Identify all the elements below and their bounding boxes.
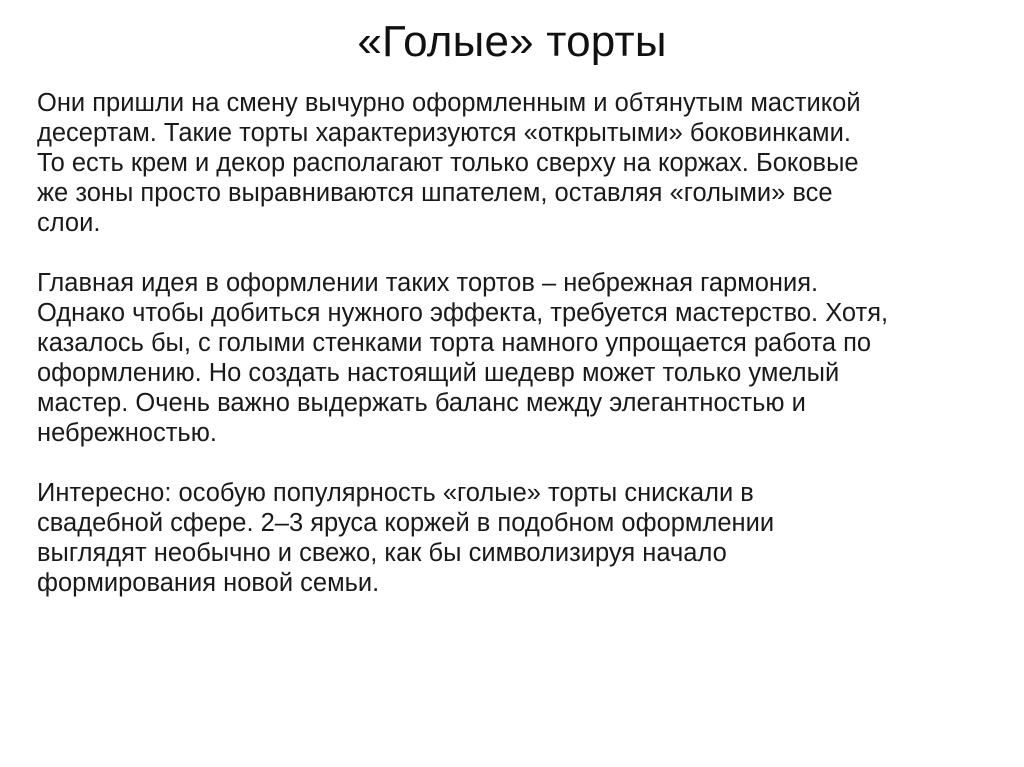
paragraph-line: То есть крем и декор располагают только сверху на коржах. Боковые (37, 149, 859, 177)
paragraph-line: формирования новой семьи. (37, 569, 380, 597)
paragraph-line: слои. (37, 209, 101, 237)
paragraph-3 (37, 478, 997, 598)
paragraph-line: Они пришли на смену вычурно оформленным и обтянутым мастикой (37, 89, 861, 117)
paragraph-line: Интересно: особую популярность «голые» торты снискали в (37, 479, 754, 507)
paragraph-line: же зоны просто выравниваются шпателем, оставляя «голыми» все (37, 179, 833, 207)
paragraph-line: Однако чтобы добиться нужного эффекта, требуется мастерство. Хотя, (37, 299, 889, 327)
paragraph-line: небрежностью. (37, 419, 217, 447)
paragraph-line: казалось бы, с голыми стенками торта намного упрощается работа по (37, 329, 872, 357)
paragraph-1 (37, 88, 997, 238)
paragraph-line: Главная идея в оформлении таких тортов – небрежная гармония. (37, 269, 819, 297)
paragraph-line: свадебной сфере. 2–3 яруса коржей в подобном оформлении (37, 509, 775, 537)
paragraph-line: мастер. Очень важно выдержать баланс между элегантностью и (37, 389, 806, 417)
paragraph-2 (37, 268, 997, 448)
paragraph-line: оформлению. Но создать настоящий шедевр может только умелый (37, 359, 840, 387)
paragraph-line: десертам. Такие торты характеризуются «открытыми» боковинками. (37, 119, 851, 147)
slide-body (37, 88, 997, 628)
slide-title: «Голые» торты (357, 17, 667, 66)
paragraph-line: выглядят необычно и свежо, как бы символизируя начало (37, 539, 727, 567)
